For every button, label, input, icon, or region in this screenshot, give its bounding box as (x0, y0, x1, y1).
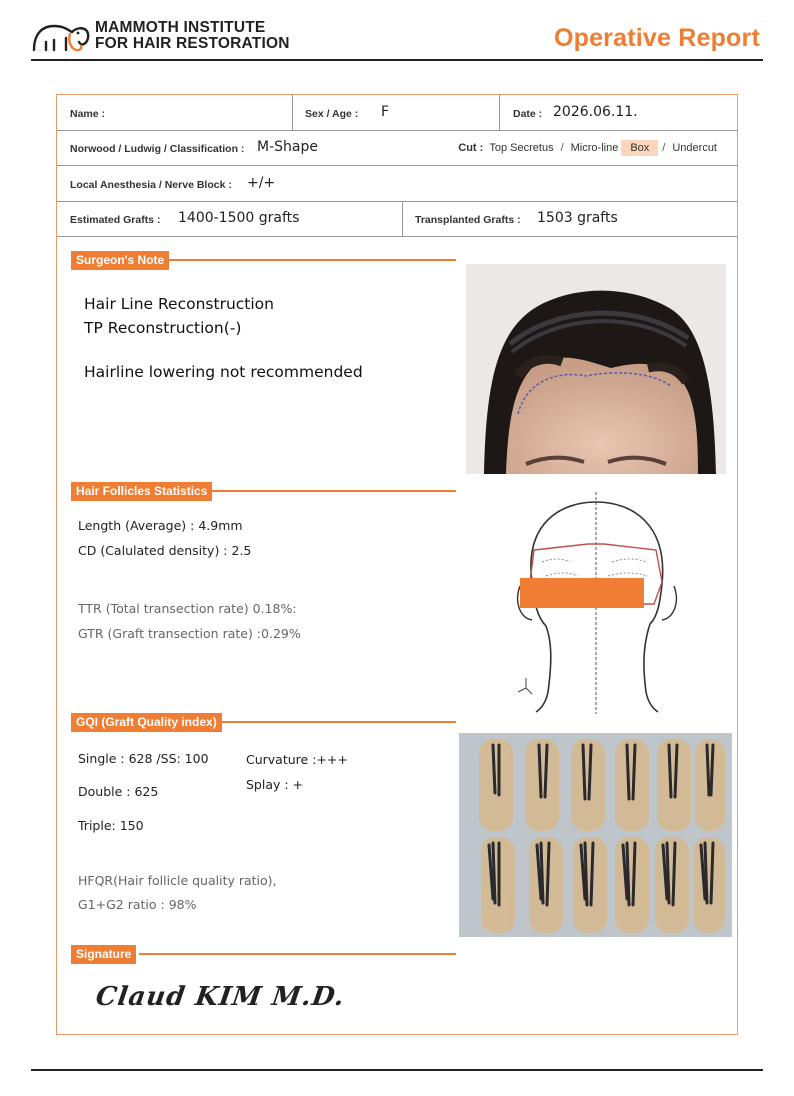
date-label: Date : (513, 108, 543, 120)
follicle-stats-heading: Hair Follicles Statistics (71, 482, 212, 501)
note-line-1: Hair Line Reconstruction (84, 295, 274, 313)
section-divider (167, 259, 456, 261)
info-row-grafts (57, 202, 737, 237)
row-separator (499, 95, 500, 130)
info-row-classification (57, 131, 737, 166)
info-row-anesthesia (57, 166, 737, 202)
mammoth-logo-icon (32, 20, 92, 54)
logo-text (95, 20, 290, 52)
donor-area-diagram (512, 492, 692, 714)
hfqr-line-1: HFQR(Hair follicle quality ratio), (78, 873, 277, 888)
name-label: Name : (70, 108, 106, 120)
page-title: Operative Report (553, 24, 760, 52)
cut-option-micro-line: Micro-line (570, 142, 619, 154)
row-separator (402, 202, 403, 236)
estimated-grafts-label: Estimated Grafts : (70, 214, 161, 226)
transplanted-grafts-value: 1503 grafts (537, 210, 618, 226)
sex-age-value: F (381, 104, 390, 120)
splay-stat: Splay : + (246, 777, 304, 792)
estimated-grafts-value: 1400-1500 grafts (178, 210, 300, 226)
follicle-sample-photo (459, 733, 732, 937)
length-stat: Length (Average) : 4.9mm (78, 518, 243, 533)
triple-stat: Triple: 150 (78, 818, 144, 833)
header-divider (31, 59, 763, 61)
curvature-stat: Curvature :+++ (246, 752, 348, 767)
cut-option-top-secretus: Top Secretus (489, 142, 554, 154)
hairline-photo (466, 264, 726, 474)
cut-option-box-selected: Box (621, 140, 658, 156)
handwritten-signature: Claud KIM M.D. (93, 982, 347, 1012)
sex-age-label: Sex / Age : (305, 108, 359, 120)
transplanted-grafts-label: Transplanted Grafts : (415, 214, 521, 226)
double-stat: Double : 625 (78, 784, 159, 799)
cut-label: Cut : (458, 142, 484, 154)
section-divider (219, 721, 456, 723)
patient-forehead-image (466, 264, 726, 474)
row-separator (292, 95, 293, 130)
section-divider (139, 953, 456, 955)
cut-option-undercut: Undercut (672, 142, 717, 154)
anesthesia-value: +/+ (247, 175, 276, 191)
footer-divider (31, 1069, 763, 1071)
info-row-patient (57, 95, 737, 131)
density-stat: CD (Calulated density) : 2.5 (78, 543, 252, 558)
signature-heading: Signature (71, 945, 136, 964)
graft-samples-image (459, 733, 732, 937)
classification-label: Norwood / Ludwig / Classification : (70, 143, 245, 155)
section-divider (209, 490, 456, 492)
single-stat: Single : 628 /SS: 100 (78, 751, 209, 766)
anesthesia-label: Local Anesthesia / Nerve Block : (70, 179, 232, 191)
gtr-stat: GTR (Graft transection rate) :0.29% (78, 626, 301, 641)
cut-options (458, 142, 720, 154)
hfqr-line-2: G1+G2 ratio : 98% (78, 897, 197, 912)
slash: / (662, 142, 666, 154)
gqi-heading: GQI (Graft Quality index) (71, 713, 222, 732)
ttr-stat: TTR (Total transection rate) 0.18%: (78, 601, 297, 616)
slash: / (560, 142, 564, 154)
surgeon-note-heading: Surgeon's Note (71, 251, 169, 270)
classification-value: M-Shape (257, 139, 318, 155)
logo-line-1: MAMMOTH INSTITUTE (95, 19, 266, 36)
logo-line-2: FOR HAIR RESTORATION (95, 35, 290, 52)
note-line-3: Hairline lowering not recommended (84, 363, 363, 381)
head-back-diagram-icon (512, 492, 692, 714)
date-value: 2026.06.11. (553, 104, 638, 120)
note-line-2: TP Reconstruction(-) (84, 319, 242, 337)
